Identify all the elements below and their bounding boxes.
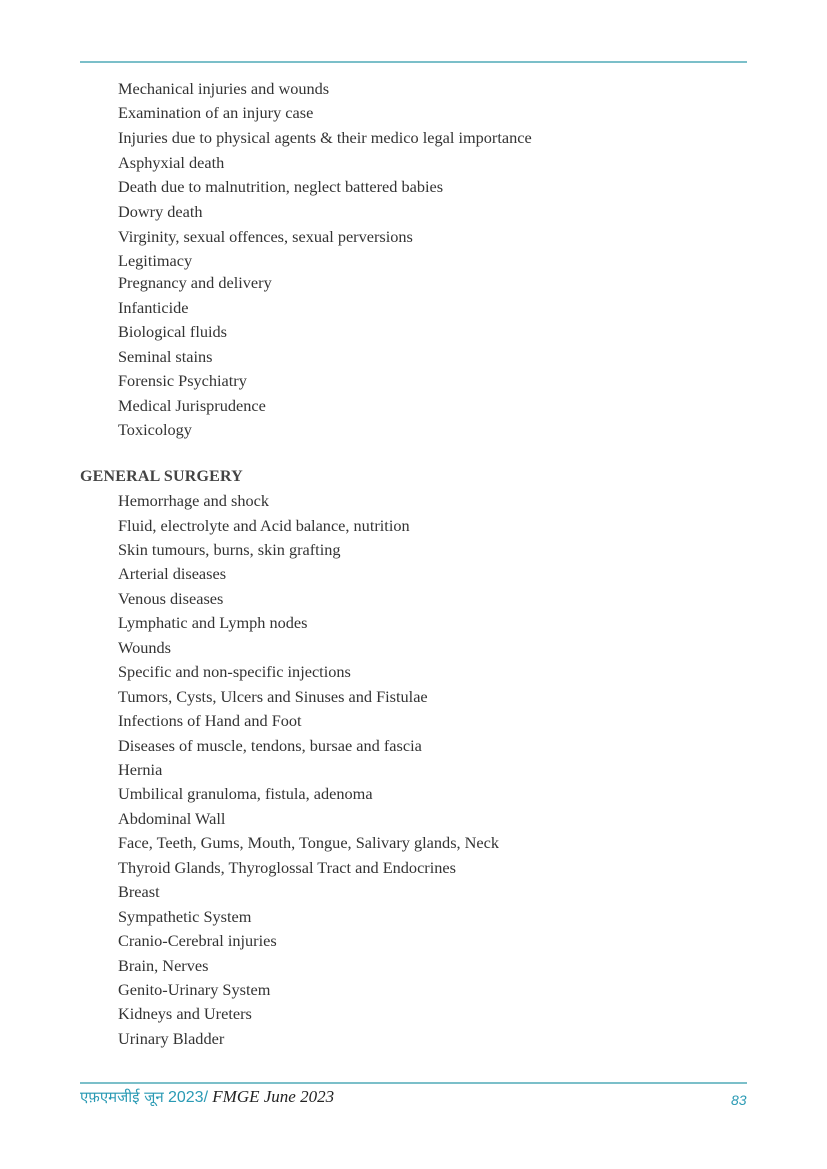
list-item: Hemorrhage and shock (118, 491, 269, 510)
list-item: Hernia (118, 760, 163, 779)
list-item: Specific and non-specific injections (118, 662, 351, 681)
footer-hindi-title: एफ़एमजीई जून (80, 1088, 164, 1106)
footer-title (80, 1086, 334, 1109)
list-item: Tumors, Cysts, Ulcers and Sinuses and Fistulae (118, 687, 428, 706)
list-item: Pregnancy and delivery (118, 273, 272, 292)
list-item: Dowry death (118, 202, 203, 221)
list-item: Venous diseases (118, 589, 224, 608)
list-item: Forensic Psychiatry (118, 371, 247, 390)
list-item: Umbilical granuloma, fistula, adenoma (118, 784, 373, 803)
list-item: Arterial diseases (118, 564, 227, 583)
list-item: Kidneys and Ureters (118, 1004, 252, 1023)
list-item: Examination of an injury case (118, 103, 314, 122)
list-item: Medical Jurisprudence (118, 396, 266, 415)
list-item: Asphyxial death (118, 153, 225, 172)
list-item: Brain, Nerves (118, 956, 209, 975)
page-number: 83 (731, 1092, 747, 1108)
footer-english-title: FMGE June 2023 (212, 1087, 335, 1106)
list-item: Infanticide (118, 298, 189, 317)
list-item: Mechanical injuries and wounds (118, 79, 330, 98)
list-item: Thyroid Glands, Thyroglossal Tract and Endocrines (118, 858, 456, 877)
list-item: Skin tumours, burns, skin grafting (118, 540, 341, 559)
list-item: Lymphatic and Lymph nodes (118, 613, 308, 632)
list-item: Abdominal Wall (118, 809, 226, 828)
list-item: Injuries due to physical agents & their medico legal importance (118, 128, 532, 147)
list-item: Toxicology (118, 420, 192, 439)
list-item: Seminal stains (118, 347, 213, 366)
header-rule (80, 61, 747, 63)
list-item: Biological fluids (118, 322, 227, 341)
footer-year: 2023/ (167, 1089, 209, 1106)
list-item: Genito-Urinary System (118, 980, 271, 999)
list-item: Wounds (118, 638, 171, 657)
list-item: Face, Teeth, Gums, Mouth, Tongue, Salivary glands, Neck (118, 833, 500, 852)
list-item: Death due to malnutrition, neglect battered babies (118, 177, 444, 196)
list-item: Infections of Hand and Foot (118, 711, 302, 730)
list-item: Cranio-Cerebral injuries (118, 931, 277, 950)
list-item: Virginity, sexual offences, sexual perversions (118, 227, 413, 246)
list-item: Breast (118, 882, 160, 901)
section-heading-general-surgery: GENERAL SURGERY (80, 468, 243, 485)
list-item: Urinary Bladder (118, 1029, 225, 1048)
footer-rule (80, 1082, 747, 1084)
list-item: Fluid, electrolyte and Acid balance, nutrition (118, 516, 410, 535)
list-item: Sympathetic System (118, 907, 252, 926)
list-item: Legitimacy (118, 251, 193, 270)
list-item: Diseases of muscle, tendons, bursae and fascia (118, 736, 422, 755)
